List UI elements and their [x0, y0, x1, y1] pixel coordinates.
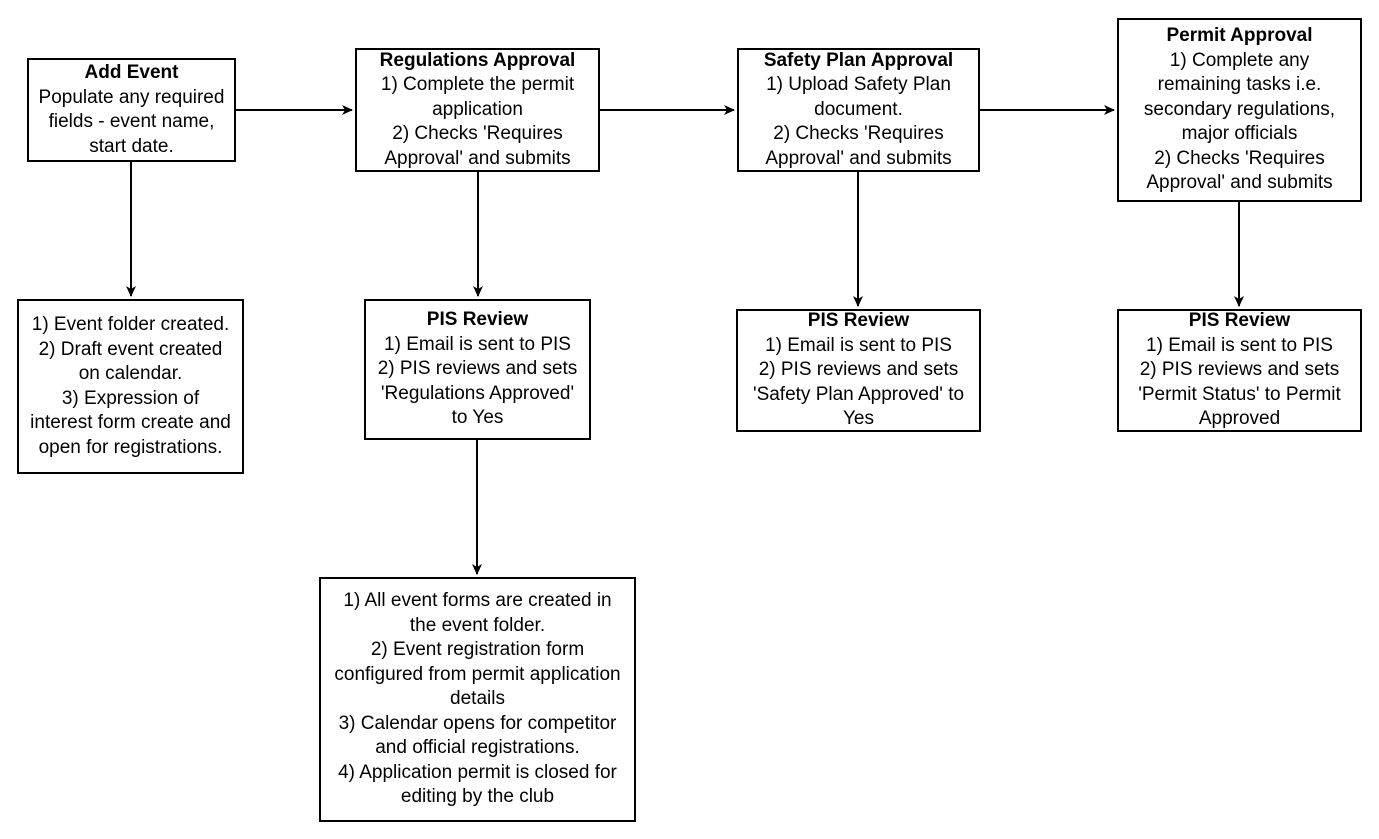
node-title: PIS Review	[807, 310, 910, 332]
node-text-line: Populate any required	[38, 86, 225, 108]
node-text-line: and official registrations.	[375, 737, 580, 759]
node-title: Regulations Approval	[379, 49, 576, 71]
node-text-line: 2) PIS reviews and sets	[758, 359, 959, 381]
node-text-line: 1) Email is sent to PIS	[384, 333, 571, 355]
node-text-line: 1) Complete any	[1169, 49, 1310, 71]
node-text-line: Approved	[1198, 408, 1281, 430]
node-title: PIS Review	[1188, 310, 1291, 332]
node-text-line: interest form create and	[30, 412, 231, 433]
node-title: PIS Review	[426, 309, 529, 331]
node-text-line: 'Permit Status' to Permit	[1138, 383, 1341, 405]
node-title: Permit Approval	[1166, 25, 1313, 47]
node-text-line: 2) Checks 'Requires	[392, 123, 563, 145]
node-text-line: 'Regulations Approved'	[380, 382, 575, 404]
node-text-line: application	[432, 98, 523, 120]
node-text-line: remaining tasks i.e.	[1157, 74, 1322, 96]
node-text-line: major officials	[1181, 123, 1298, 145]
node-text-line: editing by the club	[400, 786, 555, 808]
node-text-line: document.	[814, 98, 903, 120]
node-text-line: details	[450, 688, 505, 710]
node-text-line: 1) Email is sent to PIS	[765, 334, 952, 356]
node-text-line: 1) Email is sent to PIS	[1146, 334, 1333, 356]
node-title: Safety Plan Approval	[763, 49, 954, 71]
pis-review-regulations-node	[364, 299, 591, 440]
node-text-line: 1) Upload Safety Plan	[766, 74, 951, 96]
forms-created-node	[319, 577, 636, 822]
node-text-line: on calendar.	[78, 363, 183, 384]
node-text-line: 'Safety Plan Approved' to	[752, 383, 965, 405]
node-text-line: 2) Draft event created	[38, 338, 223, 360]
regulations-approval-node	[355, 48, 600, 172]
node-text-line: 1) Event folder created.	[31, 314, 230, 335]
safety-plan-approval-node	[737, 48, 980, 172]
node-text-line: 1) Complete the permit	[380, 74, 575, 96]
node-text-line: 3) Expression of	[61, 387, 200, 409]
event-created-node	[17, 299, 244, 474]
node-text-line: fields - event name,	[48, 111, 215, 132]
node-text-line: the event folder.	[409, 614, 546, 636]
node-text-line: 3) Calendar opens for competitor	[338, 712, 617, 734]
node-text-line: 2) PIS reviews and sets	[1139, 359, 1340, 381]
permit-approval-node	[1117, 18, 1362, 202]
node-title: Add Event	[84, 62, 179, 83]
node-text-line: 2) Checks 'Requires	[773, 123, 944, 145]
node-text-line: 2) Event registration form	[370, 639, 585, 661]
node-text-line: open for registrations.	[38, 436, 223, 458]
node-text-line: Approval' and submits	[765, 147, 952, 169]
node-text-line: to Yes	[451, 407, 504, 429]
node-text-line: 2) Checks 'Requires	[1154, 147, 1325, 169]
node-text-line: configured from permit application	[334, 663, 621, 685]
pis-review-permit-node	[1117, 309, 1362, 432]
add-event-node	[27, 58, 236, 162]
node-text-line: start date.	[89, 135, 174, 157]
node-text-line: Yes	[843, 408, 874, 430]
node-text-line: 2) PIS reviews and sets	[377, 358, 578, 380]
node-text-line: 1) All event forms are created in	[343, 590, 612, 612]
node-text-line: Approval' and submits	[1146, 172, 1333, 194]
node-text-line: 4) Application permit is closed for	[338, 761, 617, 783]
node-text-line: secondary regulations,	[1143, 98, 1336, 120]
pis-review-safety-node	[736, 309, 981, 432]
node-text-line: Approval' and submits	[384, 147, 571, 169]
